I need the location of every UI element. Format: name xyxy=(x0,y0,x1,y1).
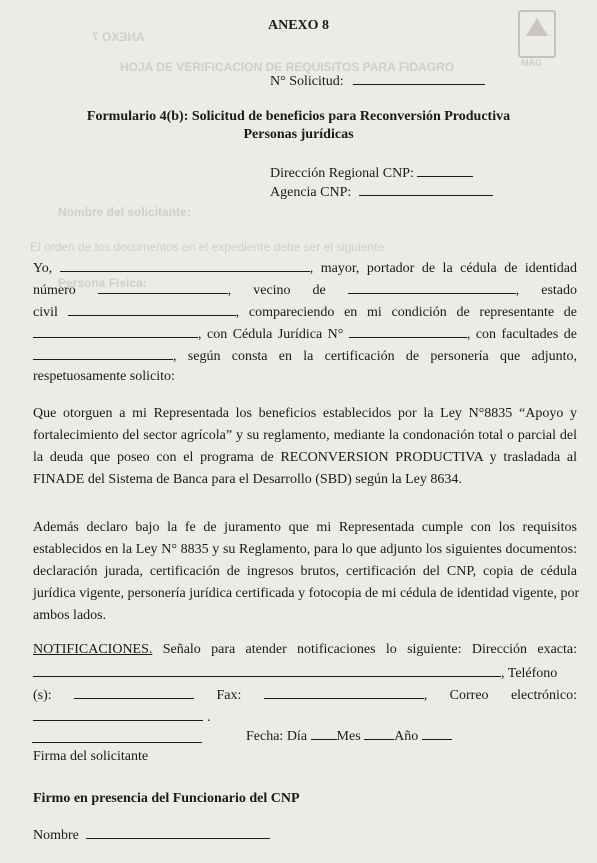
notif-line-2: , Teléfono xyxy=(33,664,577,682)
p1-line-1: Yo, , mayor, portador de la cédula de identidad xyxy=(33,261,577,276)
agencia-field[interactable] xyxy=(359,183,493,196)
cedula-field[interactable] xyxy=(98,281,228,294)
p3-line-5: ambos lados. xyxy=(33,608,107,623)
agencia-label: Agencia CNP: xyxy=(270,185,352,200)
correo-field[interactable] xyxy=(33,708,203,721)
mes-field[interactable] xyxy=(364,727,394,740)
solicitud-label: N° Solicitud: xyxy=(270,74,344,89)
bleedthrough-orden: El orden de los documentos en el expediente debe ser el siguiente: xyxy=(30,240,388,254)
bleedthrough-persona: Persona Física: xyxy=(58,276,147,290)
notif-line-1: NOTIFICACIONES. Señalo para atender notificaciones lo siguiente: Dirección exacta: xyxy=(33,642,577,657)
facultades-field[interactable] xyxy=(33,347,173,360)
nombre-row xyxy=(33,826,577,844)
cedula-juridica-field[interactable] xyxy=(349,325,467,338)
telefono-field[interactable] xyxy=(74,686,194,699)
nombre-label: Nombre xyxy=(33,828,79,843)
bleedthrough-header: HOJA DE VERIFICACION DE REQUISITOS PARA FIDAGRO xyxy=(120,60,455,74)
notif-line-3: (s): Fax: , Correo electrónico: xyxy=(33,688,578,703)
p1-line-6: respetuosamente solicito: xyxy=(33,369,175,384)
agencia-row xyxy=(270,183,493,201)
vecino-field[interactable] xyxy=(348,281,516,294)
notif-line-4: . xyxy=(33,708,577,726)
p2-line-3: la deuda que poseo con el programa de RECONVERSION PRODUCTIVA y trasladada al xyxy=(33,450,577,465)
p3-line-4: jurídica vigente, personería jurídica certificada y fotocopia de mi cédula de identidad vigente, por xyxy=(33,586,580,601)
p2-line-4: FINADE del Sistema de Banca para el Desarrollo (SBD) según la Ley 8634. xyxy=(33,472,462,487)
anio-field[interactable] xyxy=(422,727,452,740)
form-title: Formulario 4(b): Solicitud de beneficios para Reconversión Productiva xyxy=(86,109,511,124)
firma-solicitante-line[interactable] xyxy=(32,742,202,743)
representada-field[interactable] xyxy=(33,325,198,338)
p3-line-3: declaración jurada, certificación de ingresos brutos, certificación del CNP, copia de cédula xyxy=(33,564,577,579)
dia-field[interactable] xyxy=(311,727,337,740)
annex-title: ANEXO 8 xyxy=(267,18,330,33)
estado-civil-field[interactable] xyxy=(68,303,236,316)
bleedthrough-logo-text: MAG xyxy=(521,58,542,68)
firma-funcionario: Firmo en presencia del Funcionario del CNP xyxy=(33,791,300,806)
p1-line-3: civil , compareciendo en mi condición de representante de xyxy=(33,305,577,320)
p1-line-4: , con Cédula Jurídica N° , con facultades de xyxy=(33,325,577,343)
form-subtitle: Personas jurídicas xyxy=(243,127,354,142)
bleedthrough-nombre: Nombre del solicitante: xyxy=(58,205,191,219)
bleedthrough-annex: ANEXO 7 xyxy=(92,30,145,44)
p2-line-2: fortalecimiento del sector agrícola” y su reglamento, mediante la condonación total o parcial del xyxy=(33,428,577,443)
direccion-exacta-field[interactable] xyxy=(33,664,501,677)
solicitud-field[interactable] xyxy=(353,72,485,85)
direccion-field[interactable] xyxy=(417,164,473,177)
fax-field[interactable] xyxy=(264,686,424,699)
direccion-row xyxy=(270,164,473,182)
solicitud-row xyxy=(270,72,485,90)
nombre-funcionario-field[interactable] xyxy=(86,826,270,839)
notif-label: NOTIFICACIONES. xyxy=(33,642,153,657)
p3-line-1: Además declaro bajo la fe de juramento que mi Representada cumple con los requisitos xyxy=(33,520,577,535)
nombre-field[interactable] xyxy=(60,259,310,272)
direccion-label: Dirección Regional CNP: xyxy=(270,166,414,181)
p1-line-2: número , vecino de , estado xyxy=(33,283,577,298)
firma-solicitante: Firma del solicitante xyxy=(33,749,149,764)
p3-line-2: establecidos en la Ley N° 8835 y su Reglamento, para lo que adjunto los siguientes documentos: xyxy=(33,542,577,557)
fecha-row: Fecha: Día Mes Año xyxy=(246,727,452,745)
p2-line-1: Que otorguen a mi Representada los beneficios establecidos por la Ley N°8835 “Apoyo y xyxy=(33,406,577,421)
p1-line-5: , según consta en la certificación de personería que adjunto, xyxy=(33,347,577,365)
